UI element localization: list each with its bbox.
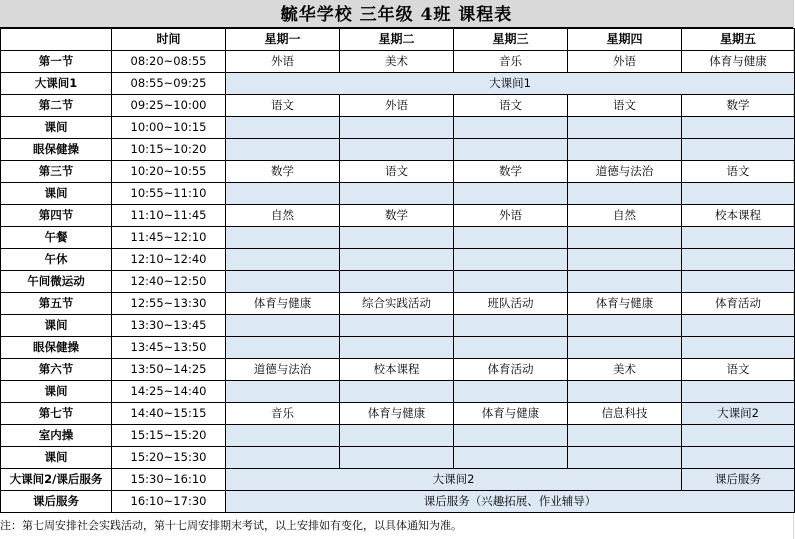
empty-cell bbox=[568, 271, 682, 293]
period-label: 课后服务 bbox=[1, 491, 112, 513]
period-time: 14:25~14:40 bbox=[112, 381, 226, 403]
table-row bbox=[1, 183, 795, 205]
class-cell: 外语 bbox=[226, 51, 340, 73]
empty-cell bbox=[340, 139, 454, 161]
header-cell: 星期二 bbox=[340, 29, 454, 51]
period-time: 14:40~15:15 bbox=[112, 403, 226, 425]
empty-cell bbox=[454, 139, 568, 161]
header-cell: 星期一 bbox=[226, 29, 340, 51]
period-label: 第四节 bbox=[1, 205, 112, 227]
empty-cell bbox=[568, 425, 682, 447]
empty-cell bbox=[226, 315, 340, 337]
empty-cell bbox=[454, 249, 568, 271]
empty-cell bbox=[454, 447, 568, 469]
table-row bbox=[1, 249, 795, 271]
table-row bbox=[1, 271, 795, 293]
empty-cell bbox=[340, 183, 454, 205]
period-label: 室内操 bbox=[1, 425, 112, 447]
period-label: 眼保健操 bbox=[1, 139, 112, 161]
period-time: 15:30~16:10 bbox=[112, 469, 226, 491]
table-row bbox=[1, 381, 795, 403]
period-time: 13:30~13:45 bbox=[112, 315, 226, 337]
period-label: 第一节 bbox=[1, 51, 112, 73]
class-cell: 外语 bbox=[340, 95, 454, 117]
empty-cell bbox=[340, 381, 454, 403]
class-cell: 体育与健康 bbox=[340, 403, 454, 425]
class-cell: 道德与法治 bbox=[226, 359, 340, 381]
empty-cell bbox=[682, 447, 795, 469]
empty-cell bbox=[682, 249, 795, 271]
class-cell: 语文 bbox=[682, 161, 795, 183]
empty-cell bbox=[568, 447, 682, 469]
class-cell: 大课间2 bbox=[682, 403, 795, 425]
footnote: 注：第七周安排社会实践活动，第十七周安排期末考试，以上安排如有变化，以具体通知为准。 bbox=[0, 519, 462, 532]
period-time: 08:55~09:25 bbox=[112, 73, 226, 95]
table-row bbox=[1, 117, 795, 139]
period-time: 10:55~11:10 bbox=[112, 183, 226, 205]
class-cell: 语文 bbox=[682, 359, 795, 381]
empty-cell bbox=[454, 117, 568, 139]
empty-cell bbox=[226, 425, 340, 447]
period-time: 15:15~15:20 bbox=[112, 425, 226, 447]
period-label: 课间 bbox=[1, 381, 112, 403]
empty-cell bbox=[226, 381, 340, 403]
empty-cell bbox=[340, 249, 454, 271]
table-row bbox=[1, 161, 795, 183]
period-time: 10:20~10:55 bbox=[112, 161, 226, 183]
table-row bbox=[1, 491, 795, 513]
merged-cell: 课后服务（兴趣拓展、作业辅导） bbox=[226, 491, 795, 513]
class-cell: 数学 bbox=[682, 95, 795, 117]
period-time: 16:10~17:30 bbox=[112, 491, 226, 513]
period-label: 午餐 bbox=[1, 227, 112, 249]
empty-cell bbox=[682, 117, 795, 139]
period-label: 午休 bbox=[1, 249, 112, 271]
table-row bbox=[1, 359, 795, 381]
empty-cell bbox=[682, 271, 795, 293]
table-row bbox=[1, 403, 795, 425]
empty-cell bbox=[226, 271, 340, 293]
empty-cell bbox=[568, 227, 682, 249]
empty-cell bbox=[340, 271, 454, 293]
period-time: 09:25~10:00 bbox=[112, 95, 226, 117]
empty-cell bbox=[568, 183, 682, 205]
table-row bbox=[1, 205, 795, 227]
period-label: 课间 bbox=[1, 183, 112, 205]
empty-cell bbox=[454, 227, 568, 249]
period-time: 15:20~15:30 bbox=[112, 447, 226, 469]
class-cell: 音乐 bbox=[454, 51, 568, 73]
class-cell: 体育与健康 bbox=[454, 403, 568, 425]
empty-cell bbox=[226, 337, 340, 359]
period-label: 眼保健操 bbox=[1, 337, 112, 359]
merged-cell: 大课间2 bbox=[226, 469, 682, 491]
header-cell: 星期三 bbox=[454, 29, 568, 51]
empty-cell bbox=[568, 337, 682, 359]
class-cell: 自然 bbox=[226, 205, 340, 227]
period-label: 课间 bbox=[1, 117, 112, 139]
empty-cell bbox=[568, 249, 682, 271]
empty-cell bbox=[454, 425, 568, 447]
period-label: 大课间1 bbox=[1, 73, 112, 95]
empty-cell bbox=[568, 139, 682, 161]
class-cell: 音乐 bbox=[226, 403, 340, 425]
header-cell: 星期五 bbox=[682, 29, 795, 51]
empty-cell bbox=[454, 271, 568, 293]
class-cell: 体育与健康 bbox=[226, 293, 340, 315]
empty-cell bbox=[226, 447, 340, 469]
period-time: 10:00~10:15 bbox=[112, 117, 226, 139]
period-time: 08:20~08:55 bbox=[112, 51, 226, 73]
table-row bbox=[1, 227, 795, 249]
period-label: 大课间2/课后服务 bbox=[1, 469, 112, 491]
header-cell: 星期四 bbox=[568, 29, 682, 51]
class-cell: 语文 bbox=[226, 95, 340, 117]
period-label: 第五节 bbox=[1, 293, 112, 315]
period-label: 午间微运动 bbox=[1, 271, 112, 293]
class-cell: 道德与法治 bbox=[568, 161, 682, 183]
class-cell: 班队活动 bbox=[454, 293, 568, 315]
empty-cell bbox=[340, 447, 454, 469]
empty-cell bbox=[682, 227, 795, 249]
period-label: 第七节 bbox=[1, 403, 112, 425]
table-row bbox=[1, 469, 795, 491]
period-label: 第六节 bbox=[1, 359, 112, 381]
period-time: 13:50~14:25 bbox=[112, 359, 226, 381]
table-row bbox=[1, 51, 795, 73]
class-cell: 自然 bbox=[568, 205, 682, 227]
empty-cell bbox=[682, 425, 795, 447]
class-cell: 语文 bbox=[340, 161, 454, 183]
class-cell: 语文 bbox=[454, 95, 568, 117]
empty-cell bbox=[226, 227, 340, 249]
class-cell: 外语 bbox=[454, 205, 568, 227]
empty-cell bbox=[682, 381, 795, 403]
period-time: 10:15~10:20 bbox=[112, 139, 226, 161]
class-cell: 数学 bbox=[454, 161, 568, 183]
empty-cell bbox=[340, 425, 454, 447]
empty-cell bbox=[568, 381, 682, 403]
class-cell: 数学 bbox=[340, 205, 454, 227]
empty-cell bbox=[454, 337, 568, 359]
empty-cell bbox=[340, 117, 454, 139]
merged-cell: 大课间1 bbox=[226, 73, 795, 95]
header-cell bbox=[1, 29, 112, 51]
class-cell: 校本课程 bbox=[682, 205, 795, 227]
empty-cell bbox=[682, 315, 795, 337]
class-cell: 信息科技 bbox=[568, 403, 682, 425]
class-cell: 体育活动 bbox=[682, 293, 795, 315]
period-label: 第三节 bbox=[1, 161, 112, 183]
empty-cell bbox=[568, 117, 682, 139]
period-time: 11:45~12:10 bbox=[112, 227, 226, 249]
header-cell: 时间 bbox=[112, 29, 226, 51]
period-label: 第二节 bbox=[1, 95, 112, 117]
empty-cell bbox=[682, 139, 795, 161]
empty-cell bbox=[454, 381, 568, 403]
empty-cell bbox=[340, 227, 454, 249]
empty-cell bbox=[454, 183, 568, 205]
class-cell: 体育与健康 bbox=[682, 51, 795, 73]
empty-cell bbox=[226, 183, 340, 205]
table-row bbox=[1, 425, 795, 447]
empty-cell bbox=[568, 315, 682, 337]
table-header-row bbox=[1, 29, 795, 51]
table-row bbox=[1, 315, 795, 337]
period-time: 12:40~12:50 bbox=[112, 271, 226, 293]
empty-cell bbox=[340, 315, 454, 337]
table-row bbox=[1, 73, 795, 95]
period-label: 课间 bbox=[1, 447, 112, 469]
class-cell: 数学 bbox=[226, 161, 340, 183]
class-cell: 美术 bbox=[340, 51, 454, 73]
schedule-table bbox=[0, 28, 795, 513]
class-cell: 语文 bbox=[568, 95, 682, 117]
empty-cell bbox=[682, 183, 795, 205]
table-row bbox=[1, 293, 795, 315]
empty-cell bbox=[682, 337, 795, 359]
empty-cell bbox=[454, 315, 568, 337]
class-cell: 校本课程 bbox=[340, 359, 454, 381]
page-title: 毓华学校 三年级 4班 课程表 bbox=[280, 5, 513, 25]
class-cell: 体育活动 bbox=[454, 359, 568, 381]
empty-cell bbox=[340, 337, 454, 359]
period-time: 12:10~12:40 bbox=[112, 249, 226, 271]
table-row bbox=[1, 337, 795, 359]
table-row bbox=[1, 447, 795, 469]
table-row bbox=[1, 95, 795, 117]
class-cell: 课后服务 bbox=[682, 469, 795, 491]
table-row bbox=[1, 139, 795, 161]
class-cell: 体育与健康 bbox=[568, 293, 682, 315]
class-cell: 外语 bbox=[568, 51, 682, 73]
period-time: 11:10~11:45 bbox=[112, 205, 226, 227]
empty-cell bbox=[226, 117, 340, 139]
empty-cell bbox=[226, 249, 340, 271]
period-time: 13:45~13:50 bbox=[112, 337, 226, 359]
empty-cell bbox=[226, 139, 340, 161]
class-cell: 美术 bbox=[568, 359, 682, 381]
period-time: 12:55~13:30 bbox=[112, 293, 226, 315]
class-cell: 综合实践活动 bbox=[340, 293, 454, 315]
period-label: 课间 bbox=[1, 315, 112, 337]
